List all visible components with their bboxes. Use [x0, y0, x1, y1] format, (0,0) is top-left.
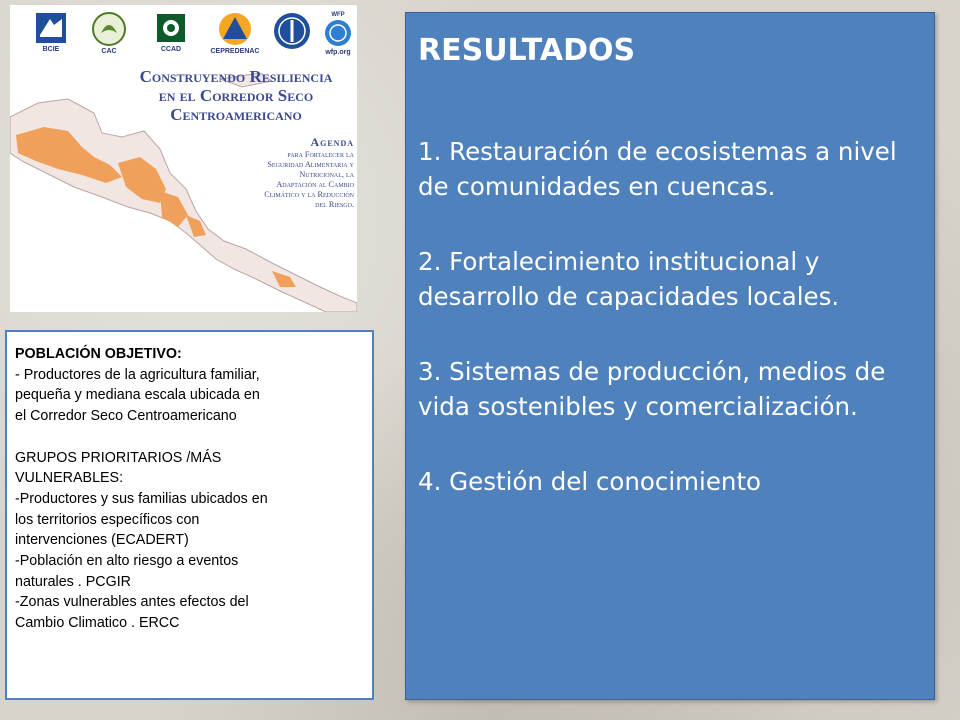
result-item-1: 1. Restauración de ecosistemas a nivel de comunidades en cuencas.: [418, 137, 897, 201]
objective-line: pequeña y mediana escala ubicada en: [15, 387, 260, 404]
result-item-3: 3. Sistemas de producción, medios de vida sostenibles y comercialización.: [418, 357, 886, 421]
target-population-title: POBLACIÓN OBJETIVO:: [15, 346, 182, 362]
agenda-line: Seguridad Alimentaria y: [267, 160, 354, 169]
priority-line: -Población en alto riesgo a eventos: [15, 553, 239, 570]
wfp-logo-icon: [323, 18, 353, 48]
priority-line: intervenciones (ECADERT): [15, 532, 189, 549]
cac-caption: CAC: [101, 48, 117, 55]
bcie-caption: BCIE: [42, 46, 60, 53]
fao-logo-icon: [272, 11, 312, 51]
ccad-caption: CCAD: [160, 46, 182, 53]
agenda-heading: Agenda: [310, 135, 354, 149]
poster-title-line: Centroamericano: [170, 105, 302, 124]
priority-line: GRUPOS PRIORITARIOS /MÁS: [15, 449, 222, 466]
poster-title-line: Construyendo Resiliencia: [139, 67, 333, 86]
agenda-line: para Fortalecer la: [287, 150, 354, 159]
spacer: [15, 427, 364, 448]
fao-logo: [272, 11, 312, 51]
agenda-line: Nutricional, la: [299, 170, 354, 179]
cac-logo: [86, 11, 132, 55]
partner-logos: [26, 11, 356, 63]
results-box: [405, 12, 935, 700]
priority-line: VULNERABLES:: [15, 470, 124, 487]
agenda-line: Climático y la Reducción: [264, 190, 354, 199]
cac-logo-icon: [91, 11, 127, 47]
cepredenac-logo: [204, 11, 266, 55]
wfp-caption-bottom: wfp.org: [325, 49, 351, 56]
result-item-4: 4. Gestión del conocimiento: [418, 467, 762, 496]
priority-line: naturales . PCGIR: [15, 573, 132, 590]
objective-line: el Corredor Seco Centroamericano: [15, 408, 237, 425]
priority-line: los territorios específicos con: [15, 511, 200, 528]
objective-line: - Productores de la agricultura familiar,: [15, 366, 260, 383]
priority-line: Cambio Climatico . ERCC: [15, 615, 180, 632]
wfp-caption-top: WFP: [331, 12, 345, 18]
poster-agenda: [206, 135, 354, 210]
target-population-box: [5, 330, 374, 700]
agenda-line: del Riesgo.: [315, 200, 354, 209]
bcie-logo: [26, 11, 76, 53]
priority-line: -Zonas vulnerables antes efectos del: [15, 594, 249, 611]
ccad-logo-icon: [154, 11, 188, 45]
poster-title-line: en el Corredor Seco: [158, 86, 314, 105]
poster-title: [120, 67, 352, 124]
ccad-logo: [146, 11, 196, 53]
wfp-logo: [318, 11, 357, 56]
result-item-2: 2. Fortalecimiento institucional y desarrollo de capacidades locales.: [418, 247, 840, 311]
results-title: RESULTADOS: [418, 33, 636, 68]
cepredenac-caption: CEPREDENAC: [210, 48, 260, 55]
poster-image: [10, 5, 357, 312]
cepredenac-logo-icon: [217, 11, 253, 47]
agenda-line: Adaptación al Cambio: [276, 180, 354, 189]
priority-line: -Productores y sus familias ubicados en: [15, 490, 268, 507]
bcie-logo-icon: [34, 11, 68, 45]
